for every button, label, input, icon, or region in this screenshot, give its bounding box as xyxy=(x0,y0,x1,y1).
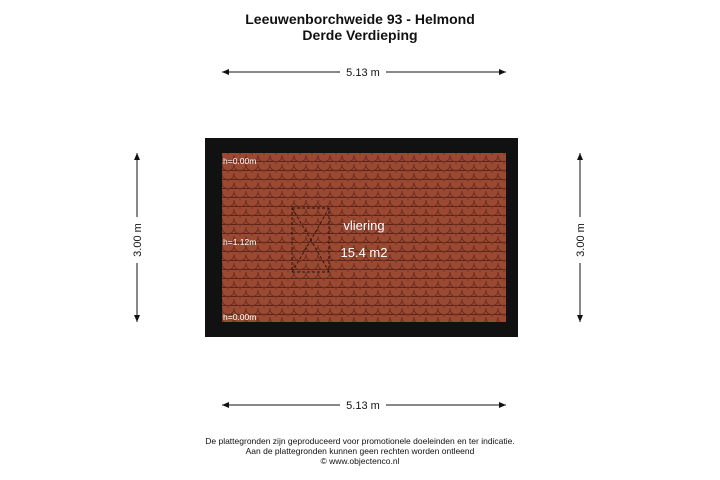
dimension-top xyxy=(222,67,506,79)
room-area: 15.4 m2 xyxy=(340,245,388,260)
dimension-right-label: 3.00 m xyxy=(575,223,587,257)
disclaimer-line-1: De plattegronden zijn geproduceerd voor promotionele doeleinden en ter indicatie. xyxy=(205,436,515,446)
room-name: vliering xyxy=(343,218,385,233)
height-label-middle: h=1.12m xyxy=(223,237,257,247)
height-label-bottom: h=0.00m xyxy=(223,312,257,322)
disclaimer-line-2: Aan de plattegronden kunnen geen rechten worden ontleend xyxy=(245,446,475,456)
plan-title-floor: Derde Verdieping xyxy=(302,27,418,43)
plan-title-address: Leeuwenborchweide 93 - Helmond xyxy=(245,11,475,27)
dimension-left-label: 3.00 m xyxy=(132,223,144,257)
dimension-top-label: 5.13 m xyxy=(346,67,380,79)
dimension-right xyxy=(575,153,587,322)
dimension-bottom xyxy=(222,400,506,412)
dimension-bottom-label: 5.13 m xyxy=(346,400,380,412)
dimension-left xyxy=(132,153,144,322)
height-label-top: h=0.00m xyxy=(223,156,257,166)
copyright-line: © www.objectenco.nl xyxy=(320,456,400,466)
attic-floor-roof-tiles xyxy=(222,153,506,322)
